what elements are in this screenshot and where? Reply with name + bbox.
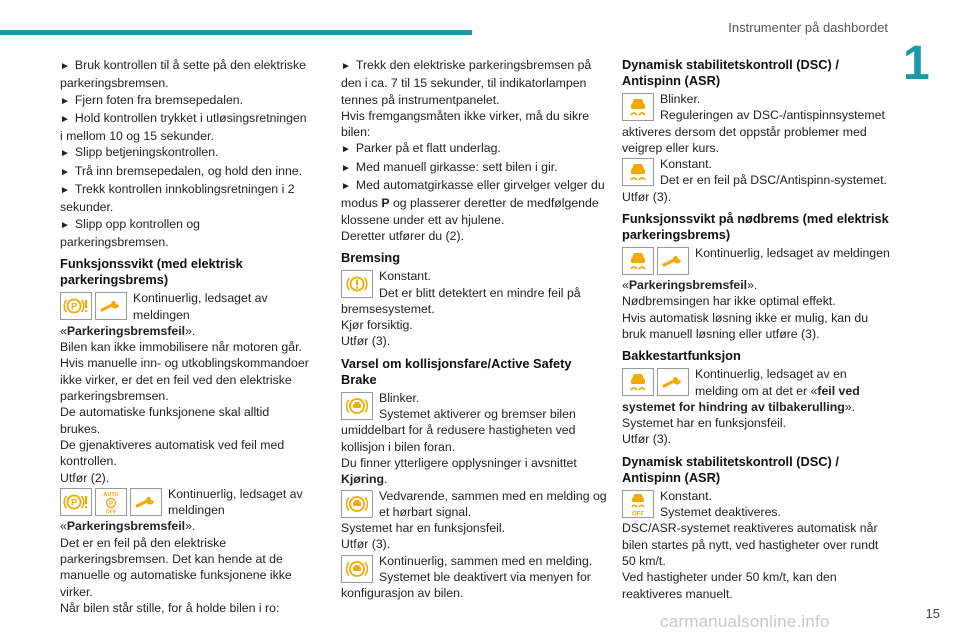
- entry-status: Kontinuerlig, ledsaget av meldingen: [695, 246, 890, 261]
- warning-entry: [60, 290, 312, 323]
- section-title: Dynamisk stabilitetskontroll (DSC) / Antispinn (ASR): [622, 57, 839, 88]
- entry-text: De gjenaktiveres automatisk ved feil med kontrollen.: [60, 437, 285, 469]
- icon-group: [622, 368, 689, 396]
- icon-group: [341, 392, 373, 420]
- entry-text: Utfør (3).: [341, 537, 391, 552]
- entry-status: Blinker.: [379, 390, 420, 405]
- step: ► Slipp opp kontrollen og parkeringsbremsen.: [60, 216, 312, 251]
- entry-text: Kjøring.: [341, 472, 388, 487]
- wrench-icon: [130, 488, 162, 516]
- page-header-title: Instrumenter på dashbordet: [728, 20, 888, 35]
- entry-description: Det er en feil på DSC/Antispinn-systemet.: [660, 173, 887, 188]
- auto-p-off-icon: [95, 488, 127, 516]
- entry-status: Kontinuerlig, sammen med en melding.: [379, 553, 593, 568]
- paragraph: Hvis fremgangsmåten ikke virker, må du sikre bilen:: [341, 108, 590, 140]
- entry-text: Du finner ytterligere opplysninger i avsnittet: [341, 455, 577, 470]
- entry-text: De automatiske funksjonene skal alltid brukes.: [60, 405, 270, 436]
- entry-status: Konstant.: [660, 157, 712, 172]
- entry-text: Bilen kan ikke immobilisere når motoren går.: [60, 340, 302, 355]
- parking-brake-fault-icon: [60, 292, 92, 320]
- wrench-icon: [657, 368, 689, 396]
- icon-group: [622, 490, 654, 518]
- icon-group: [622, 158, 654, 186]
- entry-message: «Parkeringsbremsfeil».: [60, 323, 196, 338]
- warning-entry: [341, 553, 607, 602]
- entry-text: DSC/ASR-systemet reaktiveres automatisk når bilen startes på nytt, ved hastigheter over rundt 50 km/t.: [622, 521, 879, 568]
- svg-text:P: P: [70, 301, 78, 312]
- entry-description: Systemet ble deaktivert via menyen for konfigurasjon av bilen.: [341, 570, 591, 601]
- step: ► Fjern foten fra bremsepedalen.: [60, 92, 312, 110]
- step: ► Hold kontrollen trykket i utløsingsretningen i mellom 10 og 15 sekunder.: [60, 110, 312, 145]
- warning-entry: [622, 488, 890, 521]
- entry-description: Reguleringen av DSC-/antispinnsystemet aktiveres dersom det oppstår problemer med veigrep eller kurs.: [622, 108, 885, 155]
- stability-control-icon: [622, 158, 654, 186]
- section-title: Bakkestartfunksjon: [622, 348, 741, 364]
- section-title: Bremsing: [341, 250, 401, 266]
- parking-brake-fault-icon: [60, 488, 92, 516]
- step: ► Med manuell girkasse: sett bilen i gir.: [341, 159, 607, 177]
- entry-text: Når bilen står stille, for å holde bilen i ro:: [60, 600, 280, 615]
- entry-text: Utfør (2).: [60, 470, 110, 485]
- svg-text:P: P: [70, 497, 78, 508]
- svg-text:OFF: OFF: [632, 511, 644, 517]
- entry-text: Utfør (3).: [341, 334, 391, 349]
- entry-text: Ved hastigheter under 50 km/t, kan den reaktiveres manuelt.: [622, 570, 837, 601]
- entry-text: Hvis automatisk løsning ikke er mulig, kan du bruk manuell løsning eller utføre (3).: [622, 310, 869, 341]
- wrench-icon: [657, 247, 689, 275]
- warning-entry: [341, 488, 607, 521]
- entry-status: Kontinuerlig, ledsaget av meldingen: [133, 291, 268, 322]
- entry-text: Systemet har en funksjonsfeil.: [341, 521, 506, 536]
- entry-description: Systemet aktiverer og bremser bilen umiddelbart for å redusere hastigheten ved kollisjon i bilen foran.: [341, 407, 576, 454]
- collision-warning-icon: [341, 392, 373, 420]
- entry-status: Kontinuerlig, ledsaget av en melding om at det er «feil ved systemet for hindring av tilbakerulling».: [622, 367, 860, 414]
- stability-control-icon: [622, 247, 654, 275]
- warning-entry: [60, 486, 312, 519]
- icon-group: [60, 292, 127, 320]
- icon-group: [341, 490, 373, 518]
- entry-text: Nødbremsingen har ikke optimal effekt.: [622, 294, 836, 309]
- warning-entry: [622, 156, 890, 189]
- entry-description: Det er blitt detektert en mindre feil på bremsesystemet.: [341, 285, 581, 316]
- column-3: [622, 57, 890, 602]
- icon-group: [341, 555, 373, 583]
- entry-message: «Parkeringsbremsfeil».: [622, 278, 758, 293]
- watermark: carmanualsonline.info: [660, 612, 830, 631]
- warning-entry: [622, 245, 890, 277]
- entry-status: Konstant.: [379, 269, 431, 284]
- entry-message: «Parkeringsbremsfeil».: [60, 519, 196, 534]
- chapter-number: 1: [903, 37, 930, 90]
- step: ► Med automatgirkasse eller girvelger velger du modus P og plasserer deretter de medfølgende klossene under ett av hjulene.: [341, 177, 607, 228]
- section-title: Varsel om kollisjonsfare/Active Safety Brake: [341, 355, 572, 387]
- entry-status: Blinker.: [660, 92, 701, 106]
- entry-text: Systemet har en funksjonsfeil.: [622, 416, 787, 431]
- stability-control-icon: [622, 93, 654, 121]
- stability-control-off-icon: [622, 490, 654, 518]
- column-2: [341, 57, 607, 602]
- collision-warning-icon: [341, 555, 373, 583]
- section-title: Dynamisk stabilitetskontroll (DSC) / Antispinn (ASR): [622, 453, 839, 485]
- warning-entry: [341, 390, 607, 455]
- step: ► Trå inn bremsepedalen, og hold den inne.: [60, 163, 312, 181]
- section-title: Funksjonssvikt (med elektrisk parkeringsbrems): [60, 256, 243, 288]
- warning-entry: [341, 268, 607, 317]
- stability-control-icon: [622, 368, 654, 396]
- collision-warning-icon: [341, 490, 373, 518]
- entry-status: Konstant.: [660, 488, 712, 503]
- entry-status: Vedvarende, sammen med en melding og et hørbart signal.: [379, 488, 607, 519]
- entry-status: Kontinuerlig, ledsaget av meldingen: [168, 486, 303, 518]
- entry-description: Systemet deaktiveres.: [660, 505, 781, 520]
- icon-group: [622, 247, 689, 275]
- warning-entry: [622, 366, 890, 415]
- wrench-icon: [95, 292, 127, 320]
- step: ► Trekk kontrollen innkoblingsretningen i 2 sekunder.: [60, 181, 312, 216]
- step: ► Bruk kontrollen til å sette på den elektriske parkeringsbremsen.: [60, 57, 312, 92]
- section-title: Funksjonssvikt på nødbrems (med elektrisk parkeringsbrems): [622, 211, 889, 243]
- brake-warning-icon: [341, 270, 373, 298]
- step: ► Trekk den elektriske parkeringsbremsen på den i ca. 7 til 15 sekunder, til indikatorlampen tennes på instrumentpanelet.: [341, 57, 607, 108]
- icon-group: [622, 93, 654, 121]
- entry-text: Utfør (3).: [622, 189, 672, 204]
- svg-text:OFF: OFF: [105, 509, 117, 514]
- icon-group: [60, 488, 162, 516]
- svg-text:AUTO: AUTO: [103, 491, 119, 498]
- column-1: [60, 57, 312, 616]
- entry-text: Kjør forsiktig.: [341, 318, 413, 333]
- step: ► Parker på et flatt underlag.: [341, 140, 607, 158]
- step: ► Slipp betjeningskontrollen.: [60, 144, 312, 162]
- entry-text: Det er en feil på den elektriske parkeringsbremsen. Det kan hende at de manuelle og automatiske funksjonene ikke virker.: [60, 535, 292, 599]
- entry-text: Utfør (3).: [622, 432, 672, 447]
- icon-group: [341, 270, 373, 298]
- page-number: 15: [925, 606, 940, 621]
- header-accent-bar: [0, 30, 472, 35]
- paragraph: Deretter utfører du (2).: [341, 228, 465, 243]
- entry-text: Hvis manuelle inn- og utkoblingskommandoer ikke virker, er det en feil ved den elektriske parkeringsbremsen.: [60, 356, 309, 404]
- svg-text:P: P: [108, 501, 114, 508]
- warning-entry: [622, 91, 890, 156]
